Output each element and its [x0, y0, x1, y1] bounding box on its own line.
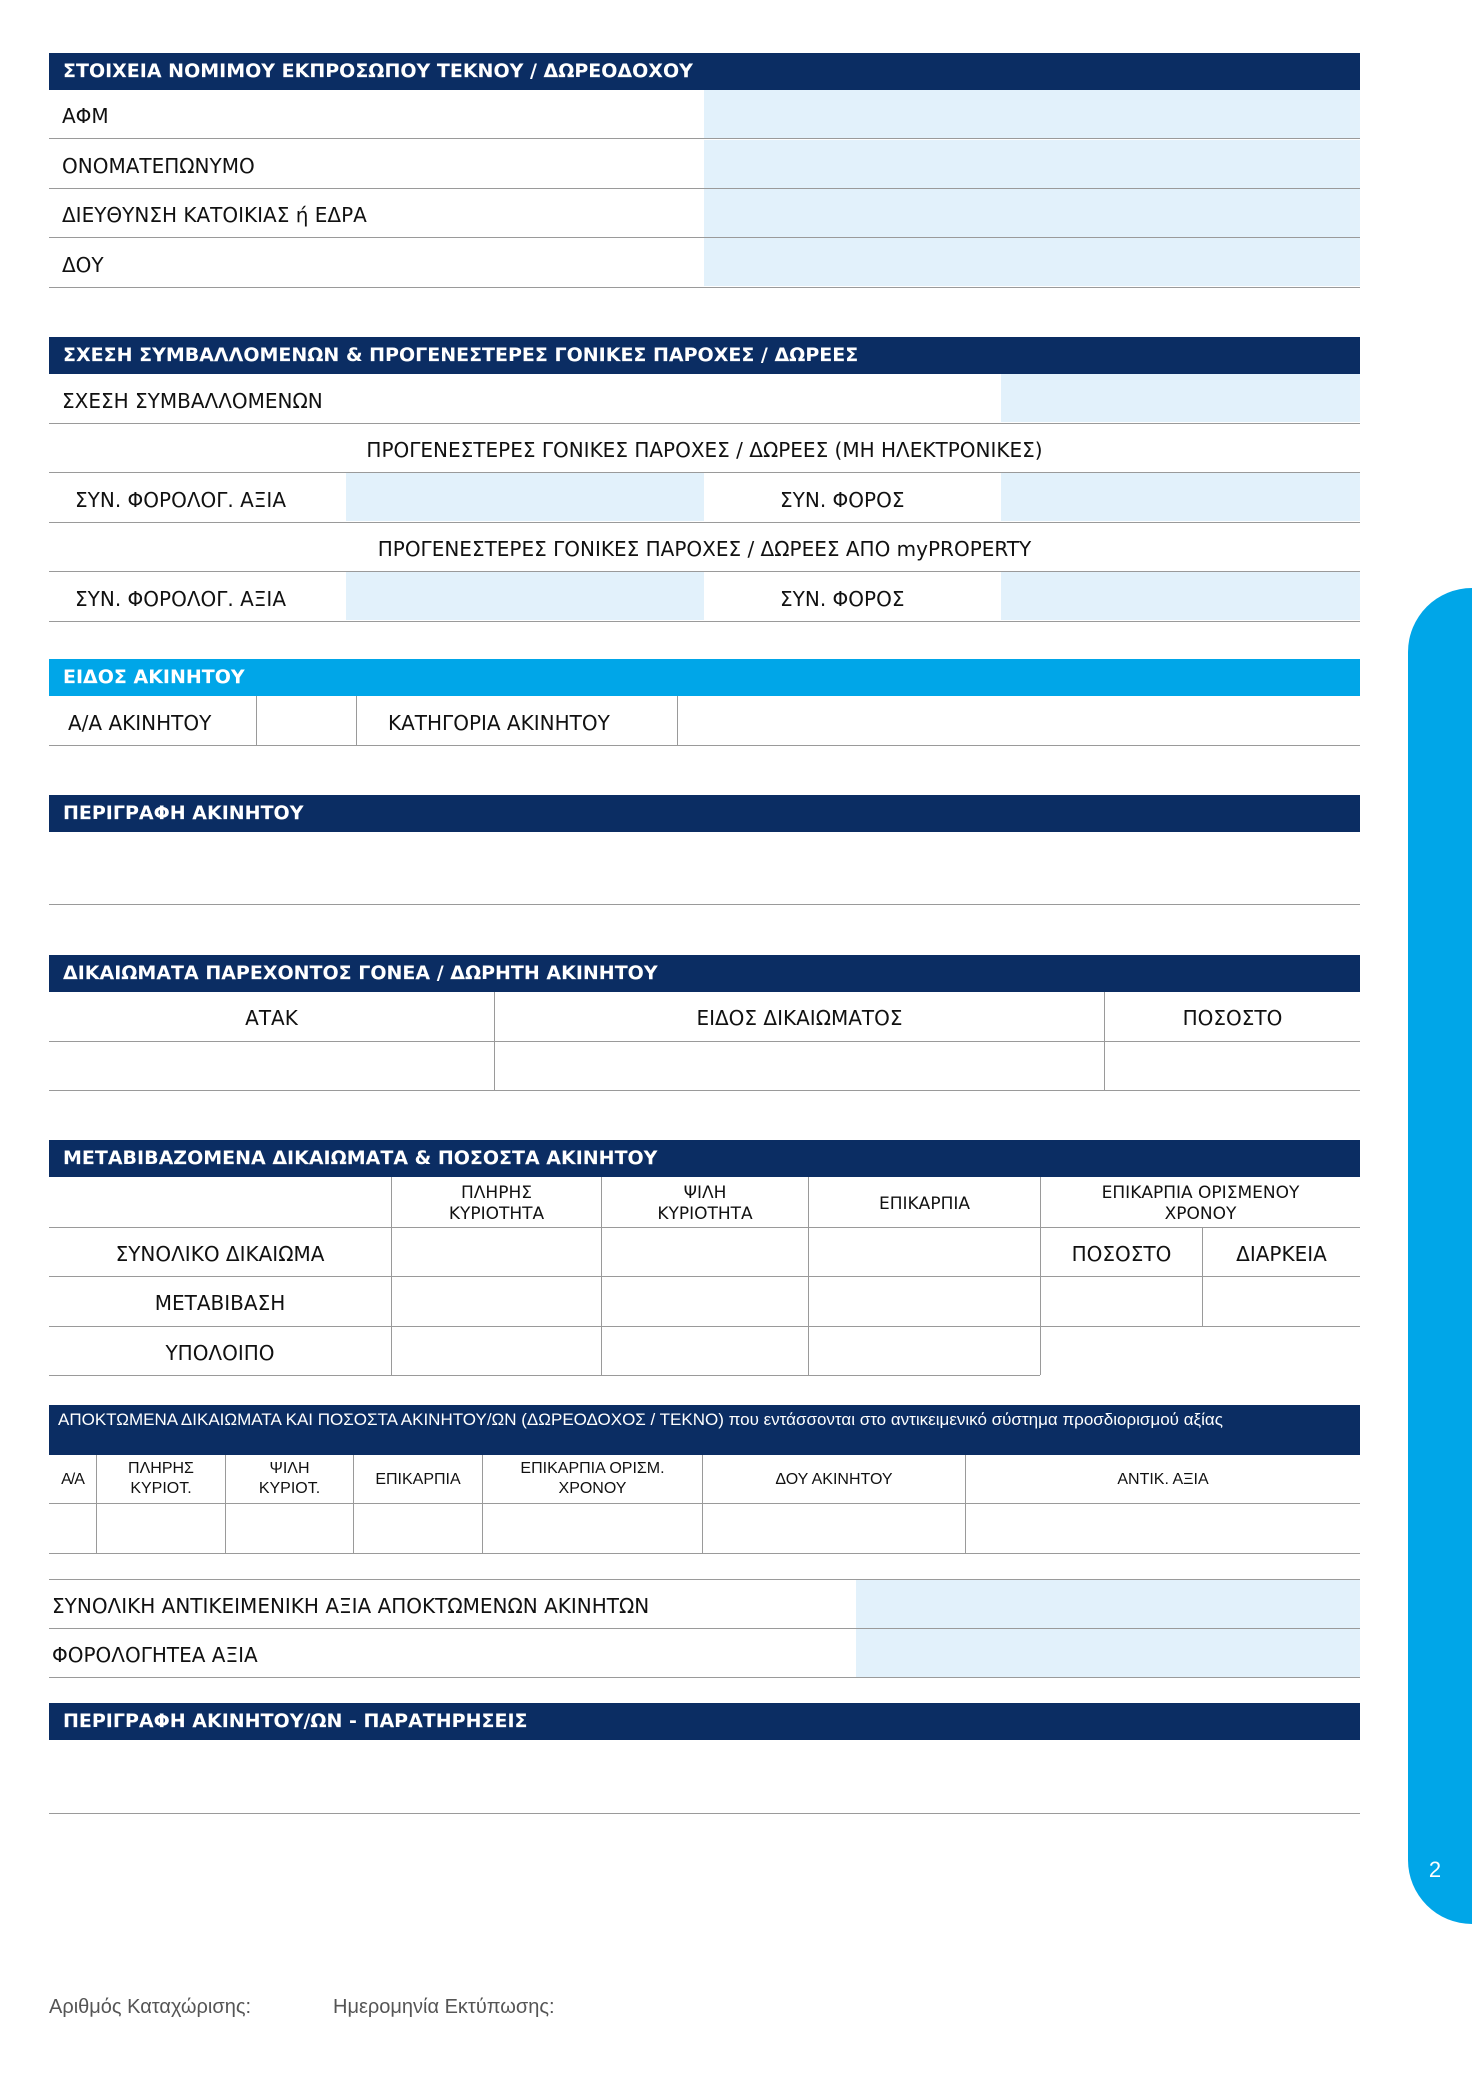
category-input[interactable] — [679, 697, 1359, 745]
doy-label: ΔΟΥ — [62, 253, 104, 277]
total-objective-value-label: ΣΥΝΟΛΙΚΗ ΑΝΤΙΚΕΙΜΕΝΙΚΗ ΑΞΙΑ ΑΠΟΚΤΩΜΕΝΩΝ ΑΚΙΝΗΤΩΝ — [52, 1594, 650, 1618]
col-right-type: ΕΙΔΟΣ ΔΙΚΑΙΩΜΑΤΟΣ — [696, 1006, 903, 1030]
total-objective-value-input[interactable] — [856, 1580, 1360, 1628]
acq-col-aa: Α/Α — [61, 1471, 84, 1488]
percent-input[interactable] — [1105, 1043, 1360, 1090]
registration-number-label: Αριθμός Καταχώρισης: — [49, 1996, 252, 2018]
name-label: ΟΝΟΜΑΤΕΠΩΝΥΜΟ — [62, 154, 255, 178]
section-rights-header: ΔΙΚΑΙΩΜΑΤΑ ΠΑΡΕΧΟΝΤΟΣ ΓΟΝΕΑ / ΔΩΡΗΤΗ ΑΚΙΝΗΤΟΥ — [49, 955, 1360, 992]
side-tab — [1408, 588, 1472, 1924]
sub-heading-myproperty: ΠΡΟΓΕΝΕΣΤΕΡΕΣ ΓΟΝΙΚΕΣ ΠΑΡΟΧΕΣ / ΔΩΡΕΕΣ ΑΠΟ myPROPERTY — [377, 537, 1032, 561]
col-full-ownership: ΠΛΗΡΗΣ ΚΥΡΙΟΤΗΤΑ — [448, 1183, 545, 1224]
total-tax-label-1: ΣΥΝ. ΦΟΡΟΣ — [780, 488, 905, 512]
total-value-label-2: ΣΥΝ. ΦΟΡΟΛΟΓ. ΑΞΙΑ — [75, 587, 286, 611]
row-total-right: ΣΥΝΟΛΙΚΟ ΔΙΚΑΙΩΜΑ — [115, 1242, 325, 1266]
section-rep-header: ΣΤΟΙΧΕΙΑ ΝΟΜΙΜΟΥ ΕΚΠΡΟΣΩΠΟΥ ΤΕΚΝΟΥ / ΔΩΡΕΟΔΟΧΟΥ — [49, 53, 1360, 90]
print-date-label: Ημερομηνία Εκτύπωσης: — [333, 1996, 555, 2018]
acq-col-full: ΠΛΗΡΗΣ ΚΥΡΙΟΤ. — [128, 1460, 194, 1497]
description-input[interactable] — [49, 832, 1360, 905]
col-fixed-usufruct: ΕΠΙΚΑΡΠΙΑ ΟΡΙΣΜΕΝΟΥ ΧΡΟΝΟΥ — [1101, 1183, 1300, 1224]
section-desc-header: ΠΕΡΙΓΡΑΦΗ ΑΚΙΝΗΤΟΥ — [49, 795, 1360, 832]
total-value-label-1: ΣΥΝ. ΦΟΡΟΛΟΓ. ΑΞΙΑ — [75, 488, 286, 512]
atak-input[interactable] — [49, 1043, 493, 1090]
col-usufruct: ΕΠΙΚΑΡΠΙΑ — [879, 1194, 970, 1214]
acq-col-value: ΑΝΤΙΚ. ΑΞΙΑ — [1117, 1471, 1209, 1488]
section-notes-header: ΠΕΡΙΓΡΑΦΗ ΑΚΙΝΗΤΟΥ/ΩΝ - ΠΑΡΑΤΗΡΗΣΕΙΣ — [49, 1703, 1360, 1740]
total-tax-label-2: ΣΥΝ. ΦΟΡΟΣ — [780, 587, 905, 611]
col-atak: ΑΤΑΚ — [245, 1006, 298, 1030]
section-relation-header: ΣΧΕΣΗ ΣΥΜΒΑΛΛΟΜΕΝΩΝ & ΠΡΟΓΕΝΕΣΤΕΡΕΣ ΓΟΝΙΚΕΣ ΠΑΡΟΧΕΣ / ΔΩΡΕΕΣ — [49, 337, 1360, 374]
acq-col-bare: ΨΙΛΗ ΚΥΡΙΟΤ. — [258, 1460, 321, 1497]
col-bare-ownership: ΨΙΛΗ ΚΥΡΙΟΤΗΤΑ — [657, 1183, 753, 1224]
aa-label: Α/Α ΑΚΙΝΗΤΟΥ — [68, 711, 212, 735]
category-label: ΚΑΤΗΓΟΡΙΑ ΑΚΙΝΗΤΟΥ — [388, 711, 610, 735]
right-type-input[interactable] — [495, 1043, 1103, 1090]
sub-heading-non-electronic: ΠΡΟΓΕΝΕΣΤΕΡΕΣ ΓΟΝΙΚΕΣ ΠΑΡΟΧΕΣ / ΔΩΡΕΕΣ (ΜΗ ΗΛΕΚΤΡΟΝΙΚΕΣ) — [366, 438, 1043, 462]
row-remainder: ΥΠΟΛΟΙΠΟ — [165, 1341, 275, 1365]
row-transfer: ΜΕΤΑΒΙΒΑΣΗ — [154, 1291, 286, 1315]
col-fixed-duration: ΔΙΑΡΚΕΙΑ — [1236, 1242, 1327, 1266]
acq-col-fixed: ΕΠΙΚΑΡΠΙΑ ΟΡΙΣΜ. ΧΡΟΝΟΥ — [520, 1460, 665, 1497]
col-fixed-percent: ΠΟΣΟΣΤΟ — [1071, 1242, 1172, 1266]
page-number: 2 — [1428, 1857, 1442, 1882]
address-label: ΔΙΕΥΘΥΝΣΗ ΚΑΤΟΙΚΙΑΣ ή ΕΔΡΑ — [62, 203, 367, 227]
acq-col-doy: ΔΟΥ ΑΚΙΝΗΤΟΥ — [775, 1471, 893, 1488]
section-acquired-header: ΑΠΟΚΤΩΜΕΝΑ ΔΙΚΑΙΩΜΑΤΑ ΚΑΙ ΠΟΣΟΣΤΑ ΑΚΙΝΗΤΟΥ/ΩΝ (ΔΩΡΕΟΔΟΧΟΣ / ΤΕΚΝΟ) που εντάσσονται στο αντικειμενικό σύστημα προσδιορισμού αξίας — [49, 1405, 1360, 1455]
notes-input[interactable] — [49, 1740, 1360, 1814]
acq-col-usufruct: ΕΠΙΚΑΡΠΙΑ — [375, 1471, 461, 1488]
relation-label: ΣΧΕΣΗ ΣΥΜΒΑΛΛΟΜΕΝΩΝ — [62, 389, 323, 413]
aa-input[interactable] — [258, 697, 355, 745]
taxable-value-input[interactable] — [856, 1629, 1360, 1677]
afm-label: ΑΦΜ — [62, 104, 109, 128]
section-transfer-header: ΜΕΤΑΒΙΒΑΖΟΜΕΝΑ ΔΙΚΑΙΩΜΑΤΑ & ΠΟΣΟΣΤΑ ΑΚΙΝΗΤΟΥ — [49, 1140, 1360, 1177]
taxable-value-label: ΦΟΡΟΛΟΓΗΤΕΑ ΑΞΙΑ — [52, 1643, 258, 1667]
col-percent: ΠΟΣΟΣΤΟ — [1182, 1006, 1283, 1030]
section-type-header: ΕΙΔΟΣ ΑΚΙΝΗΤΟΥ — [49, 659, 1360, 696]
